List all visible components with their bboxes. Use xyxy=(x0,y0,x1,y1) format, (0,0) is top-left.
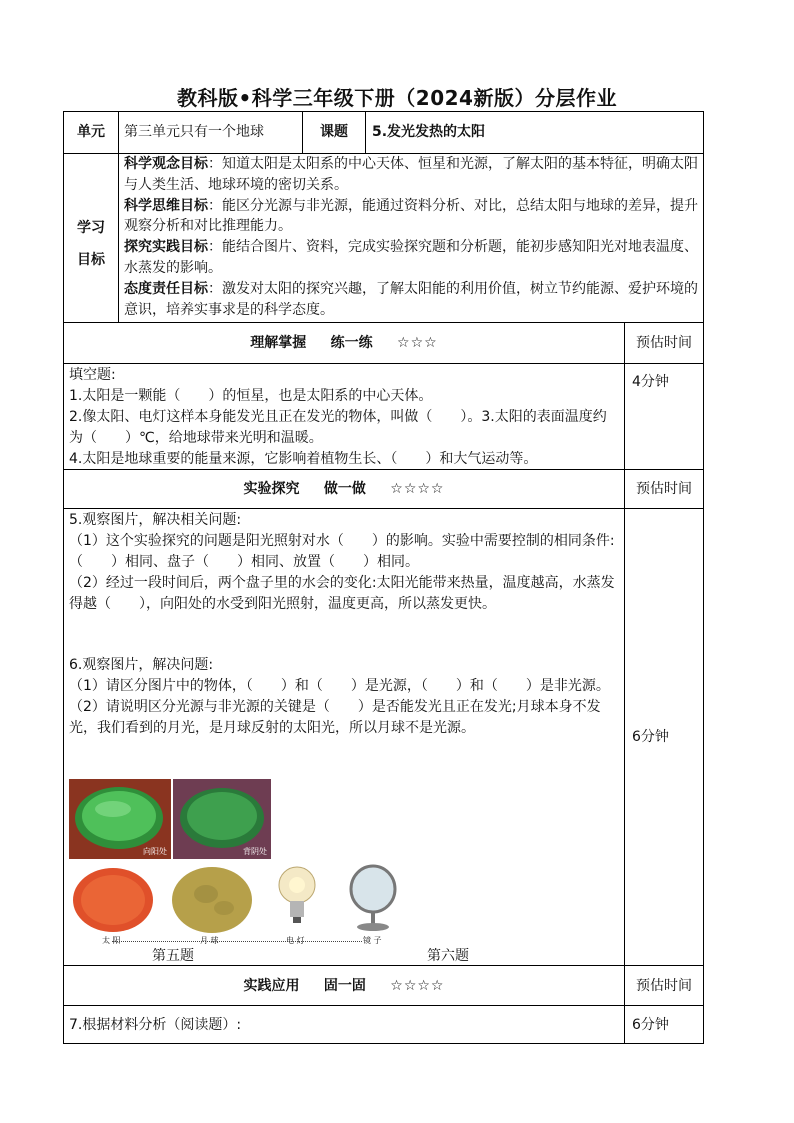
section1-heading: 理解掌握 练一练 ☆☆☆ xyxy=(250,335,438,351)
table-border xyxy=(63,508,704,509)
estimated-time-label: 预估时间 xyxy=(636,335,692,351)
question-line: 2.像太阳、电灯这样本身能发光且正在发光的物体，叫做（ ）。3.太阳的表面温度约为（ ）℃，给地球带来光明和温暖。 xyxy=(69,409,607,446)
question-6: 6.观察图片，解决问题: （1）请区分图片中的物体，（ ）和（ ）是光源，（ ）和（ ）是非光源。 （2）请说明区分光源与非光源的关键是（ ）是否能发光且正在发光;月球本身不发光，我们看到的月光，是月球反射的太阳光，所以月球不是光源。 xyxy=(69,657,610,736)
shade-plate-photo xyxy=(173,779,271,859)
moon-picture xyxy=(170,866,254,934)
sun-picture xyxy=(70,867,156,933)
table-border xyxy=(624,322,625,1043)
goal-item: 科学思维目标：能区分光源与非光源，能通过资料分析、对比，总结太阳与地球的差异，提升观察分析和对比推理能力。 xyxy=(124,197,698,235)
question-5: 5.观察图片，解决相关问题: （1）这个实验探究的问题是阳光照射对水（ ）的影响。实验中需要控制的相同条件:（ ）相同、盘子（ ）相同、放置（ ）相同。 （2）经过一段时间后，两个盘子里的水会的变化:太阳光能带来热量，温度越高，水蒸发得越（ ），向阳处的水受到阳光照射，温度更高，所以蒸发更快。 xyxy=(69,512,615,612)
estimated-time-label: 预估时间 xyxy=(636,481,692,497)
section1-questions xyxy=(69,365,619,470)
table-border xyxy=(63,322,704,323)
table-border xyxy=(63,1043,704,1044)
shade-label: 背阴处 xyxy=(243,847,267,856)
section3-heading: 实践应用 固一固 ☆☆☆☆ xyxy=(243,978,445,994)
table-border xyxy=(365,111,366,153)
goal-item: 科学观念目标：知道太阳是太阳系的中心天体、恒星和光源，了解太阳的基本特征，明确太阳与人类生活、地球环境的密切关系。 xyxy=(124,156,698,193)
topic-value: 5.发光发热的太阳 xyxy=(372,124,486,140)
goals-label-line1: 学习 xyxy=(77,220,105,236)
rating-stars: ☆☆☆☆ xyxy=(390,978,445,994)
figure-caption: 第五题 xyxy=(152,948,194,964)
sunny-plate-photo xyxy=(69,779,171,859)
goals-list xyxy=(124,154,698,320)
mirror-picture xyxy=(345,864,401,934)
object-label: 太 阳 xyxy=(102,936,121,945)
estimated-time: 4分钟 xyxy=(632,374,669,390)
question-line: 4.太阳是地球重要的能量来源，它影响着植物生长、（ ）和大气运动等。 xyxy=(69,451,538,467)
figure-caption: 第六题 xyxy=(427,948,469,964)
sunny-label: 向阳处 xyxy=(143,847,167,856)
label-dotted-line xyxy=(112,941,362,942)
goals-label-line2: 目标 xyxy=(77,252,105,268)
table-border xyxy=(63,363,704,364)
estimated-time: 6分钟 xyxy=(632,729,669,745)
table-border xyxy=(63,1005,704,1006)
light-bulb-picture xyxy=(276,865,318,933)
table-border xyxy=(63,111,704,112)
topic-label: 课题 xyxy=(320,124,348,140)
goal-item: 态度责任目标：激发对太阳的探究兴趣，了解太阳能的利用价值，树立节约能源、爱护环境的意识，培养实事求是的科学态度。 xyxy=(124,280,698,318)
object-label: 镜 子 xyxy=(363,936,382,945)
estimated-time: 6分钟 xyxy=(632,1017,669,1033)
rating-stars: ☆☆☆☆ xyxy=(390,481,445,497)
document-title: 教科版•科学三年级下册（2024新版）分层作业 xyxy=(177,86,617,110)
question-line: 1.太阳是一颗能（ ）的恒星，也是太阳系的中心天体。 xyxy=(69,388,433,404)
unit-value: 第三单元只有一个地球 xyxy=(124,124,264,140)
estimated-time-label: 预估时间 xyxy=(636,978,692,994)
goals-label xyxy=(64,212,118,276)
table-border xyxy=(703,111,704,1044)
object-label: 电 灯 xyxy=(286,936,305,945)
unit-label: 单元 xyxy=(77,124,105,140)
question-7: 7.根据材料分析（阅读题）: xyxy=(69,1017,242,1033)
table-border xyxy=(118,111,119,322)
goal-item: 探究实践目标：能结合图片、资料，完成实验探究题和分析题，能初步感知阳光对地表温度、水蒸发的影响。 xyxy=(124,239,698,276)
section2-heading: 实验探究 做一做 ☆☆☆☆ xyxy=(243,481,445,497)
object-label: 月 球 xyxy=(200,936,219,945)
rating-stars: ☆☆☆ xyxy=(397,335,438,351)
question-line: 填空题: xyxy=(69,367,116,383)
